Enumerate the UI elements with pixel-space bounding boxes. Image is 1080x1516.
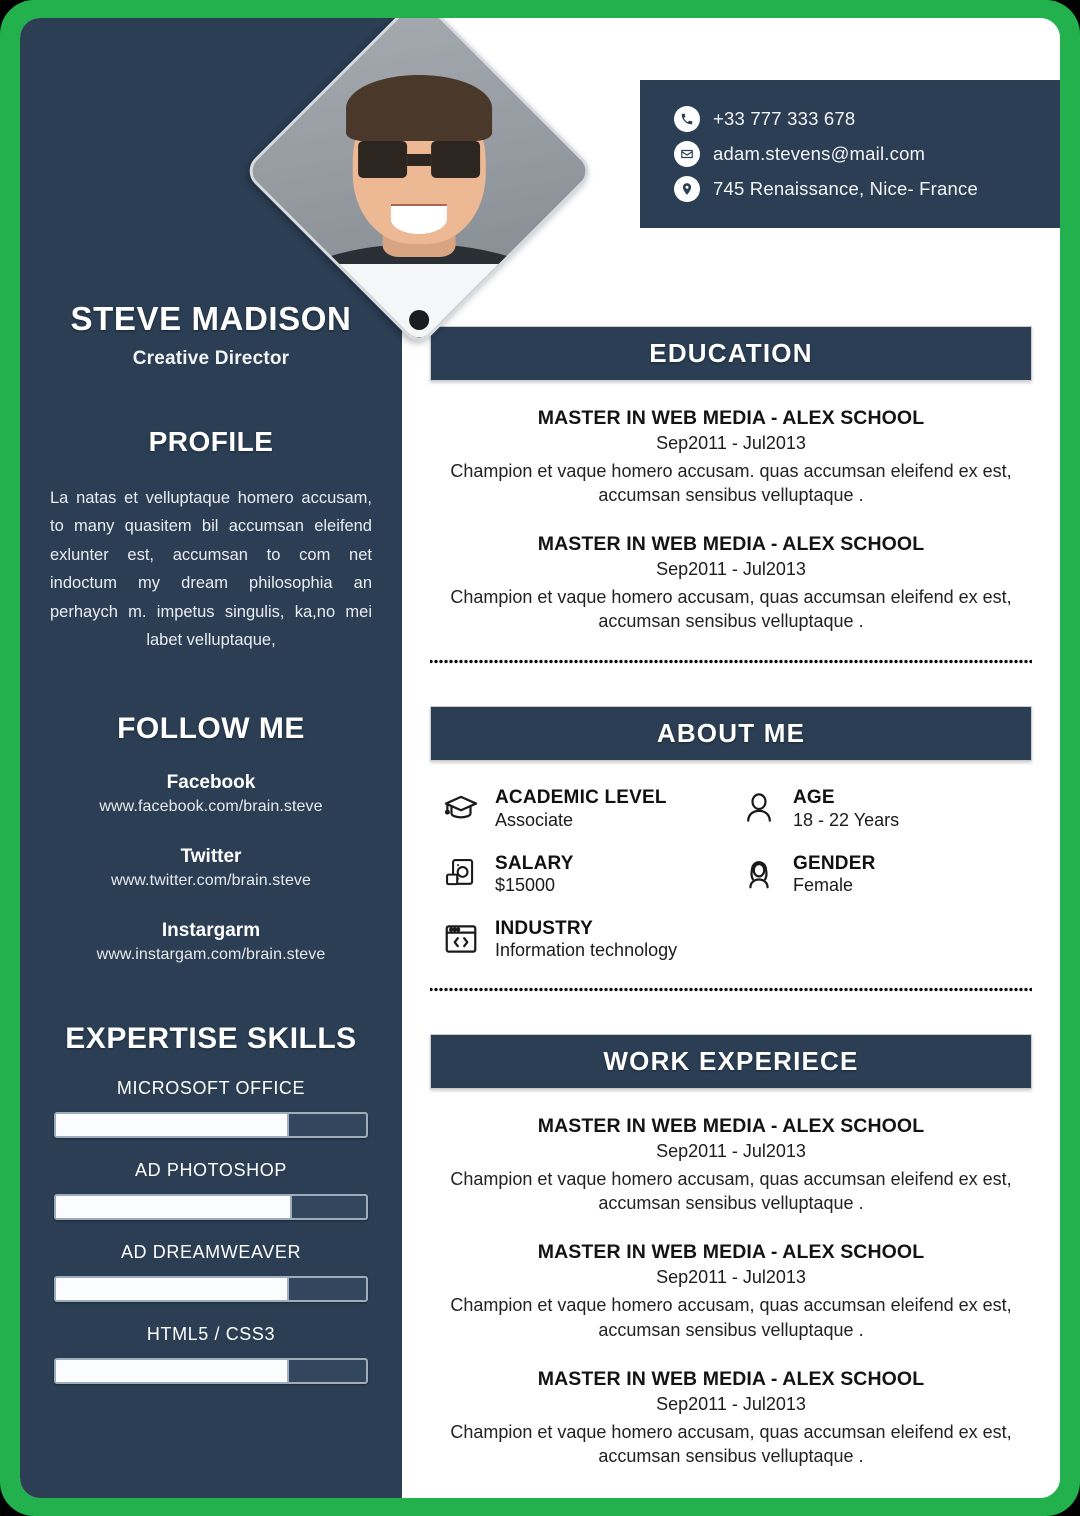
money-cash-icon (440, 853, 482, 895)
entry-description: Champion et vaque homero accusam, quas accumsan eleifend ex est, accumsan sensibus velluptaque . (450, 1295, 1012, 1340)
expertise-skills-heading: EXPERTISE SKILLS (65, 1022, 357, 1056)
education-entry (430, 407, 1032, 507)
skill-progress-fill (56, 1278, 289, 1300)
about-item-gender (738, 853, 1028, 896)
skill-row (46, 1324, 376, 1384)
work-entry (430, 1241, 1032, 1341)
work-entry (430, 1368, 1032, 1468)
entry-title: MASTER IN WEB MEDIA - ALEX SCHOOL (537, 1115, 925, 1138)
identity-block (46, 300, 376, 370)
entry-title: MASTER IN WEB MEDIA - ALEX SCHOOL (537, 407, 925, 429)
social-url[interactable]: www.instargam.com/brain.steve (96, 946, 326, 964)
about-item-industry (440, 918, 1028, 961)
skill-progress-fill (56, 1114, 289, 1136)
entry-date: Sep2011 - Jul2013 (656, 1141, 806, 1162)
education-entry (430, 533, 1032, 633)
about-label: AGE (793, 787, 835, 809)
entry-title: MASTER IN WEB MEDIA - ALEX SCHOOL (537, 1367, 925, 1390)
skill-label: AD DREAMWEAVER (120, 1242, 302, 1263)
entry-description: Champion et vaque homero accusam, quas accumsan eleifend ex est, accumsan sensibus velluptaque . (450, 587, 1012, 632)
skill-row (46, 1242, 376, 1302)
avatar-glasses-right (431, 141, 481, 178)
entry-date: Sep2011 - Jul2013 (656, 1393, 806, 1414)
entry-date: Sep2011 - Jul2013 (656, 559, 806, 580)
entry-description: Champion et vaque homero accusam, quas accumsan eleifend ex est, accumsan sensibus velluptaque . (450, 1421, 1012, 1466)
contact-info-box (640, 80, 1060, 228)
skill-label: MICROSOFT OFFICE (116, 1078, 306, 1099)
section-header-about-me: ABOUT ME (430, 706, 1032, 761)
entry-date: Sep2011 - Jul2013 (656, 433, 806, 453)
about-item-salary (440, 853, 730, 896)
about-item-age (738, 787, 1028, 830)
social-name: Facebook (166, 772, 256, 794)
dotted-divider (430, 985, 1032, 994)
skill-row (46, 1160, 376, 1220)
envelope-icon (674, 141, 700, 167)
dotted-divider (430, 657, 1032, 666)
about-label: ACADEMIC LEVEL (495, 787, 667, 809)
work-entry (430, 1115, 1032, 1215)
social-link-facebook[interactable] (46, 772, 376, 816)
skill-label: HTML5 / CSS3 (146, 1324, 276, 1345)
avatar-button (409, 310, 429, 330)
section-header-education: EDUCATION (430, 326, 1032, 381)
contact-phone-text: +33 777 333 678 (713, 108, 856, 129)
person-female-icon (738, 853, 780, 895)
avatar-glasses-left (358, 141, 408, 178)
about-value: Associate (495, 809, 574, 830)
social-url[interactable]: www.facebook.com/brain.steve (99, 798, 323, 816)
skill-progress-bar (54, 1358, 368, 1384)
skill-progress-fill (56, 1360, 289, 1382)
contact-row-address[interactable] (674, 176, 1060, 202)
job-title: Creative Director (132, 348, 290, 369)
profile-text: La natas et velluptaque homero accusam, to many quasitem bil accumsan eleifend exlunter est, accumsan to com net indoctum my dream philosophia an perhaych m. impetus singulis, ka,no mei labet velluptaque, (50, 489, 372, 649)
contact-address-text: 745 Renaissance, Nice- France (713, 178, 978, 199)
contact-email-text: adam.stevens@mail.com (713, 143, 926, 164)
contact-row-email[interactable] (674, 141, 1060, 167)
social-url[interactable]: www.twitter.com/brain.steve (110, 872, 312, 890)
skill-progress-fill (56, 1196, 292, 1218)
social-name: Instargarm (161, 920, 261, 942)
about-value: 18 - 22 Years (793, 809, 900, 830)
page-title: STEVE MADISON (70, 300, 352, 337)
about-item-academic-level (440, 787, 730, 830)
skill-label: AD PHOTOSHOP (135, 1160, 287, 1181)
social-name: Twitter (180, 846, 242, 868)
skill-progress-bar (54, 1194, 368, 1220)
about-label: SALARY (495, 852, 574, 874)
avatar-glasses-bridge (407, 154, 430, 166)
contact-row-phone[interactable] (674, 106, 1060, 132)
browser-code-icon (440, 918, 482, 960)
graduation-cap-icon (440, 787, 482, 829)
skill-progress-bar (54, 1276, 368, 1302)
avatar-hair (346, 75, 492, 141)
phone-icon (674, 106, 700, 132)
entry-title: MASTER IN WEB MEDIA - ALEX SCHOOL (537, 1241, 925, 1264)
avatar-smile (391, 204, 447, 234)
section-header-work-experience: WORK EXPERIECE (430, 1034, 1032, 1089)
follow-me-heading: FOLLOW ME (117, 712, 305, 746)
about-value: Information technology (495, 940, 678, 961)
skill-row (46, 1078, 376, 1138)
entry-date: Sep2011 - Jul2013 (656, 1267, 806, 1288)
about-label: INDUSTRY (495, 917, 594, 939)
skill-progress-bar (54, 1112, 368, 1138)
about-value: $15000 (495, 874, 556, 895)
about-value: Female (793, 874, 854, 895)
about-label: GENDER (793, 852, 876, 874)
about-me-grid (430, 787, 1032, 961)
person-icon (738, 787, 780, 829)
entry-description: Champion et vaque homero accusam. quas accumsan eleifend ex est, accumsan sensibus velluptaque . (450, 461, 1012, 506)
social-link-instagram[interactable] (46, 920, 376, 964)
location-pin-icon (674, 176, 700, 202)
entry-description: Champion et vaque homero accusam, quas accumsan eleifend ex est, accumsan sensibus velluptaque . (450, 1169, 1012, 1214)
social-link-twitter[interactable] (46, 846, 376, 890)
entry-title: MASTER IN WEB MEDIA - ALEX SCHOOL (537, 533, 925, 556)
profile-heading: PROFILE (148, 426, 274, 457)
resume-card (20, 18, 1060, 1498)
